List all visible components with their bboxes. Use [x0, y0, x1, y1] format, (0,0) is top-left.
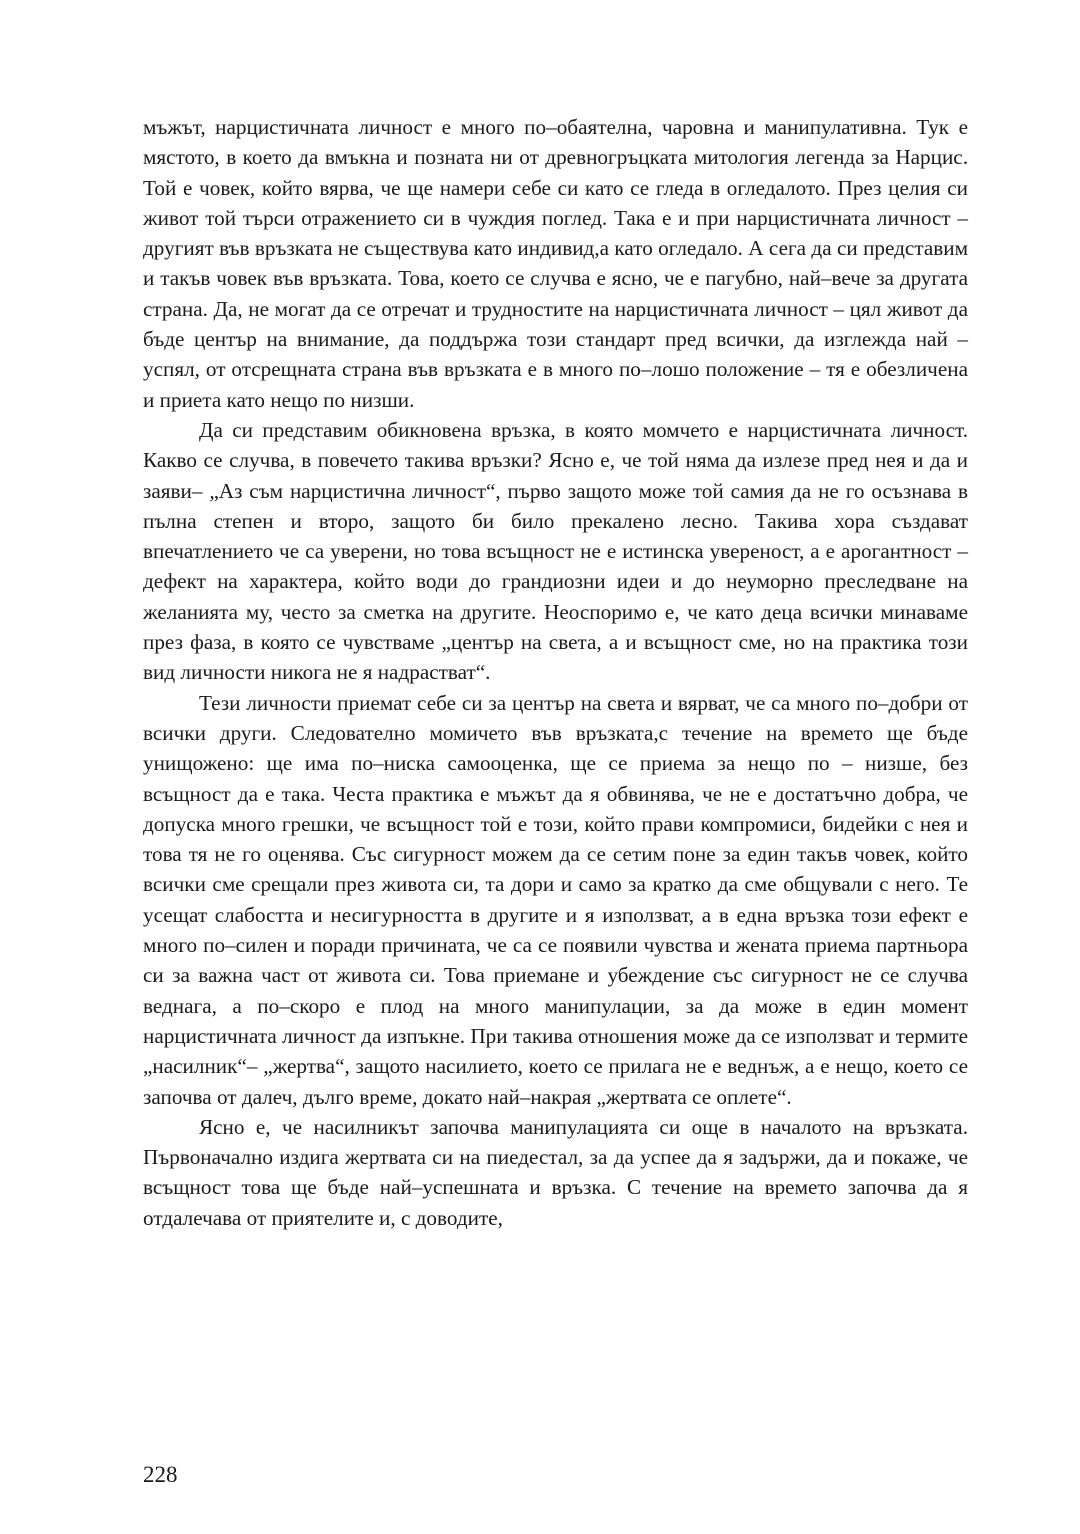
paragraph-4: Ясно е, че насилникът започва манипулацията си още в началото на връзката. Първоначално издига жертвата си на пиедестал, за да успее да я задържи, да и покаже, че всъщност това ще бъде най–успешната и връзка. С течение на времето започва да я отдалечава от приятелите и, с доводите,: [143, 1114, 968, 1230]
page-number: 228: [143, 1462, 178, 1487]
paragraph-2: Да си представим обикновена връзка, в която момчето е нарцистичната личност. Какво се случва, в повечето такива връзки? Ясно е, че той няма да излезе пред нея и да и заяви– „Аз съм нарцистична личност“, първо защото може той самия да не го осъзнава в пълна степен и второ, защото би било прекалено лесно. Такива хора създават впечатлението че са уверени, но това всъщност не е истинска увереност, а е арогантност – дефект на характера, който води до грандиозни идеи и до неуморно преследване на желанията му, често за сметка на другите. Неоспоримо е, че като деца всички минаваме през фаза, в която се чувстваме „център на света, а и всъщност сме, но на практика този вид личности никога не я надрастват“.: [143, 417, 968, 685]
paragraph-1: мъжът, нарцистичната личност е много по–обаятелна, чаровна и манипулативна. Тук е мястото, в което да вмъкна и позната ни от древногръцката митология легенда за Нарцис. Той е човек, който вярва, че ще намери себе си като се гледа в огледалото. През целия си живот той търси отражението си в чуждия поглед. Така е и при нарцистичната личност – другият във връзката не съществува като индивид,а като огледало. А сега да си представим и такъв човек във връзката. Това, което се случва е ясно, че е пагубно, най–вече за другата страна. Да, не могат да се отречат и трудностите на нарцистичната личност – цял живот да бъде център на внимание, да поддържа този стандарт пред всички, да изглежда най – успял, от отсрещната страна във връзката е в много по–лошо положение – тя е обезличена и приета като нещо по низши.: [143, 115, 968, 412]
paragraph-3: Тези личности приемат себе си за център на света и вярват, че са много по–добри от всички други. Следователно момичето във връзката,с течение на времето ще бъде унищожено: ще има по–ниска самооценка, ще се приема за нещо по – низше, без всъщност да е така. Честа практика е мъжът да я обвинява, че не е достатъчно добра, че допуска много грешки, че всъщност той е този, който прави компромиси, бидейки с нея и това тя не го оценява. Със сигурност можем да се сетим поне за един такъв човек, който всички сме срещали през живота си, та дори и само за кратко да сме общували с него. Те усещат слабостта и несигурността в другите и я използват, а в една връзка този ефект е много по–силен и поради причината, че са се появили чувства и жената приема партньора си за важна част от живота си. Това приемане и убеждение със сигурност не се случва веднага, а по–скоро е плод на много манипулации, за да може в един момент нарцистичната личност да изпъкне. При такива отношения може да се използват и термите „насилник“– „жертва“, защото насилието, което се прилага не е веднъж, а е нещо, което се започва от далеч, дълго време, докато най–накрая „жертвата се оплете“.: [143, 690, 968, 1109]
body-text: [143, 112, 968, 1233]
